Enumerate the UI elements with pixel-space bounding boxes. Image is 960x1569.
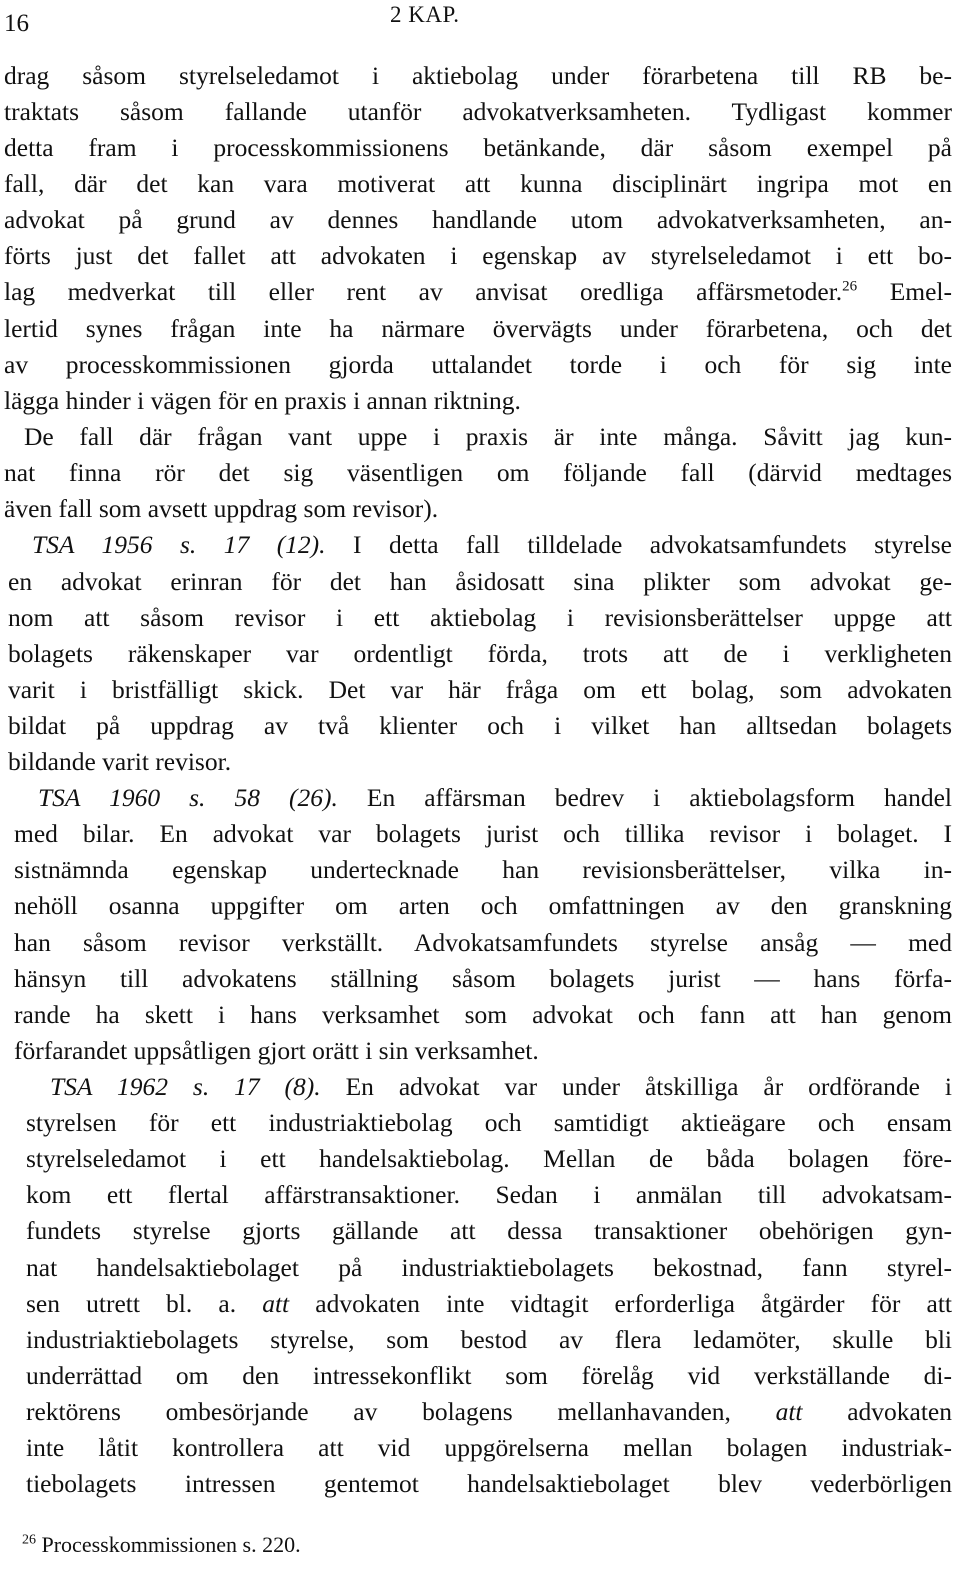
text-fragment: I detta fall tilldelade advokatsamfundets styrelse xyxy=(325,530,952,559)
text-line: förfarandet uppsåtligen gjort orätt i sin verksamhet. xyxy=(14,1036,539,1065)
text-line: även fall som avsett uppdrag som revisor). xyxy=(4,494,439,523)
text-line xyxy=(26,1286,952,1322)
text-line: nat handelsaktiebolaget på industriaktiebolagets bekostnad, fann styrel- xyxy=(26,1253,952,1282)
text-line: lertid synes frågan inte ha närmare övervägts under förarbetena, och det xyxy=(4,314,952,343)
text-line xyxy=(50,1069,952,1105)
text-line: hänsyn till advokatens ställning såsom bolagets jurist — hans förfa- xyxy=(14,964,952,993)
text-line: av processkommissionen gjorda uttalandet torde i och för sig inte xyxy=(4,350,952,379)
text-fragment: rektörens ombesörjande av bolagens mellanhavanden, xyxy=(26,1397,776,1426)
text-fragment: advokaten xyxy=(802,1397,952,1426)
text-line: tiebolagets intressen gentemot handelsaktiebolaget blev vederbörligen xyxy=(26,1469,952,1498)
text-line: förts just det fallet att advokaten i egenskap av styrelseledamot i ett bo- xyxy=(4,241,952,270)
text-line: han såsom revisor verkställt. Advokatsamfundets styrelse ansåg — med xyxy=(14,928,952,957)
text-line: fall, där det kan vara motiverat att kunna disciplinärt ingripa mot en xyxy=(4,169,952,198)
footnote-ref: 26 xyxy=(842,278,858,295)
text-line: advokat på grund av dennes handlande utom advokatverksamheten, an- xyxy=(4,205,952,234)
text-line: drag såsom styrelseledamot i aktiebolag under förarbetena till RB be- xyxy=(4,61,952,90)
text-line xyxy=(26,1394,952,1430)
chapter-heading: 2 KAP. xyxy=(390,2,460,27)
text-line: underrättad om den intressekonflikt som förelåg vid verkställande di- xyxy=(26,1361,952,1390)
text-fragment: sen utrett bl. a. xyxy=(26,1289,263,1318)
case-citation: TSA 1956 s. 17 (12). xyxy=(32,530,326,559)
text-line: lägga hinder i vägen för en praxis i annan riktning. xyxy=(4,386,521,415)
text-line: nat finna rör det sig väsentligen om följande fall (därvid medtages xyxy=(4,458,952,487)
text-fragment: En advokat var under åtskilliga år ordförande i xyxy=(320,1072,952,1101)
text-line: fundets styrelse gjorts gällande att dessa transaktioner obehörigen gyn- xyxy=(26,1216,952,1245)
footnote xyxy=(22,1532,301,1558)
text-line xyxy=(38,780,952,816)
footnote-number: 26 xyxy=(22,1532,36,1548)
text-line: detta fram i processkommissionens betänkande, där såsom exempel på xyxy=(4,133,952,162)
text-fragment: lag medverkat till eller rent av anvisat oredliga affärsmetoder. xyxy=(4,277,843,306)
text-line: industriaktiebolagets styrelse, som bestod av flera ledamöter, skulle bli xyxy=(26,1325,952,1354)
text-line xyxy=(4,274,952,310)
text-fragment: advokaten inte vidtagit erforderliga åtgärder för att xyxy=(289,1289,952,1318)
text-line: varit i bristfälligt skick. Det var här fråga om ett bolag, som advokaten xyxy=(8,675,952,704)
text-line xyxy=(32,527,952,563)
text-line: sistnämnda egenskap undertecknade han revisionsberättelser, vilka in- xyxy=(14,855,952,884)
footnote-text: Processkommissionen s. 220. xyxy=(41,1532,301,1557)
case-citation: TSA 1960 s. 58 (26). xyxy=(38,783,338,812)
text-line: bildat på uppdrag av två klienter och i vilket han alltsedan bolagets xyxy=(8,711,952,740)
text-line: nehöll osanna uppgifter om arten och omfattningen av den granskning xyxy=(14,891,952,920)
text-line: med bilar. En advokat var bolagets jurist och tillika revisor i bolaget. I xyxy=(14,819,952,848)
text-line: bolagets räkenskaper var ordentligt förda, trots att de i verkligheten xyxy=(8,639,952,668)
emphasis-word: att xyxy=(262,1289,290,1318)
text-line: De fall där frågan vant uppe i praxis är inte många. Såvitt jag kun- xyxy=(24,422,952,451)
text-line: traktats såsom fallande utanför advokatverksamheten. Tydligast kommer xyxy=(4,97,952,126)
text-line: styrelseledamot i ett handelsaktiebolag. Mellan de båda bolagen före- xyxy=(26,1144,952,1173)
page-number: 16 xyxy=(4,10,29,37)
case-citation: TSA 1962 s. 17 (8). xyxy=(50,1072,321,1101)
text-line: rande ha skett i hans verksamhet som advokat och fann att han genom xyxy=(14,1000,952,1029)
text-line: kom ett flertal affärstransaktioner. Sedan i anmälan till advokatsam- xyxy=(26,1180,952,1209)
text-line: inte låtit kontrollera att vid uppgörelserna mellan bolagen industriak- xyxy=(26,1433,952,1462)
text-line: bildande varit revisor. xyxy=(8,747,232,776)
text-line: styrelsen för ett industriaktiebolag och samtidigt aktieägare och ensam xyxy=(26,1108,952,1137)
text-fragment: En affärsman bedrev i aktiebolagsform handel xyxy=(337,783,952,812)
text-line: nom att såsom revisor i ett aktiebolag i revisionsberättelser uppge att xyxy=(8,603,952,632)
text-line: en advokat erinran för det han åsidosatt sina plikter som advokat ge- xyxy=(8,567,952,596)
emphasis-word: att xyxy=(775,1397,803,1426)
text-fragment: Emel- xyxy=(857,277,953,306)
